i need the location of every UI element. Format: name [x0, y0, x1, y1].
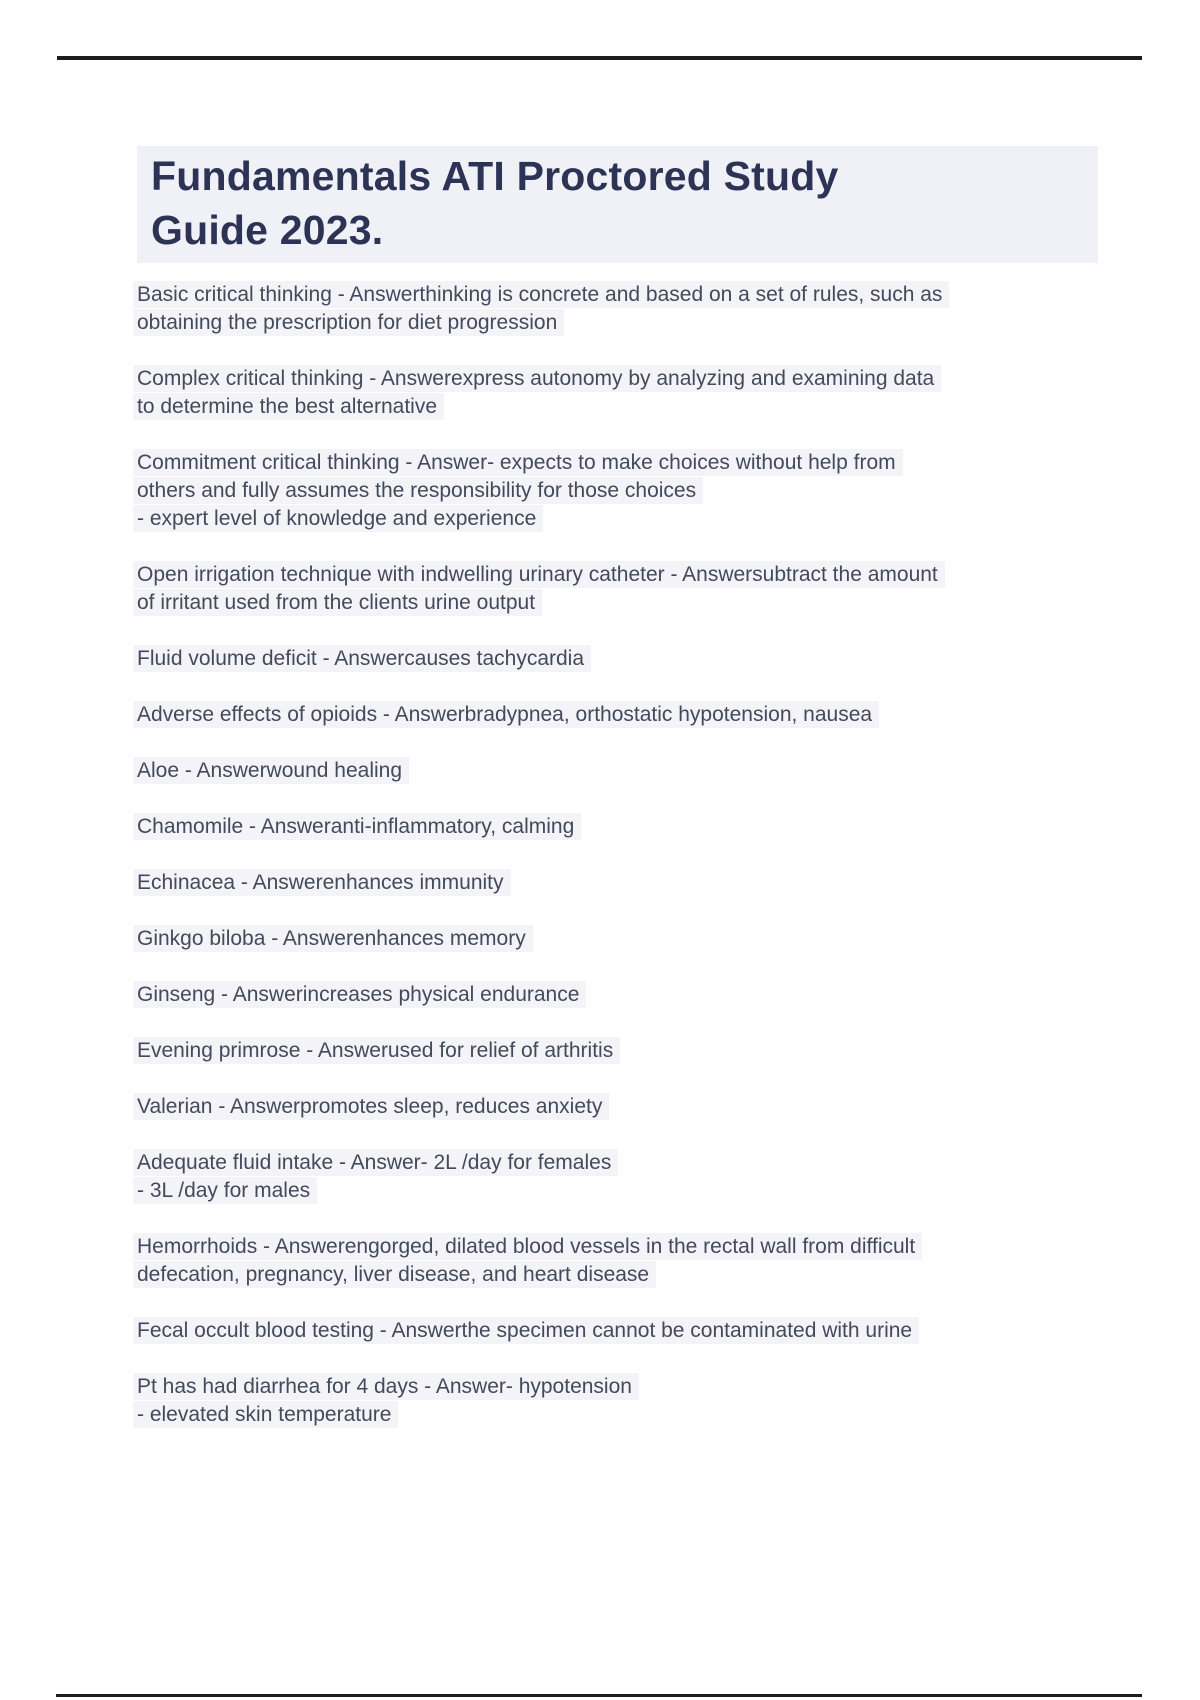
qa-line: [137, 701, 1137, 729]
qa-line: [137, 1233, 1137, 1261]
qa-item: [137, 281, 1137, 337]
qa-item: [137, 449, 1137, 533]
qa-item: [137, 645, 1137, 673]
qa-item: [137, 1149, 1137, 1205]
qa-item: [137, 925, 1137, 953]
qa-item: [137, 365, 1137, 421]
qa-line: [137, 365, 1137, 393]
highlighted-text: Ginseng - Answerincreases physical endurance: [133, 981, 586, 1008]
qa-item: [137, 981, 1137, 1009]
qa-line: [137, 281, 1137, 309]
qa-item: [137, 1317, 1137, 1345]
qa-line: [137, 589, 1137, 617]
highlighted-text: Evening primrose - Answerused for relief of arthritis: [133, 1037, 620, 1064]
qa-line: [137, 1261, 1137, 1289]
highlighted-text: - expert level of knowledge and experience: [133, 505, 543, 532]
highlighted-text: Pt has had diarrhea for 4 days - Answer- hypotension: [133, 1373, 639, 1400]
page-title-line-1: Fundamentals ATI Proctored Study: [151, 153, 839, 199]
highlighted-text: - elevated skin temperature: [133, 1401, 398, 1428]
qa-line: [137, 1177, 1137, 1205]
highlighted-text: to determine the best alternative: [133, 393, 444, 420]
qa-line: [137, 869, 1137, 897]
highlighted-text: Adequate fluid intake - Answer- 2L /day for females: [133, 1149, 618, 1176]
highlighted-text: of irritant used from the clients urine output: [133, 589, 542, 616]
qa-item: [137, 701, 1137, 729]
qa-line: [137, 981, 1137, 1009]
qa-line: [137, 1093, 1137, 1121]
qa-line: [137, 1401, 1137, 1429]
qa-line: [137, 813, 1137, 841]
highlighted-text: Fecal occult blood testing - Answerthe specimen cannot be contaminated with urine: [133, 1317, 919, 1344]
top-divider: [57, 56, 1142, 60]
highlighted-text: Open irrigation technique with indwelling urinary catheter - Answersubtract the amount: [133, 561, 945, 588]
qa-line: [137, 561, 1137, 589]
qa-list: [137, 281, 1137, 1457]
highlighted-text: Commitment critical thinking - Answer- expects to make choices without help from: [133, 449, 903, 476]
highlighted-text: others and fully assumes the responsibility for those choices: [133, 477, 703, 504]
highlighted-text: Adverse effects of opioids - Answerbradypnea, orthostatic hypotension, nausea: [133, 701, 879, 728]
qa-line: [137, 309, 1137, 337]
highlighted-text: Echinacea - Answerenhances immunity: [133, 869, 511, 896]
qa-line: [137, 757, 1137, 785]
qa-item: [137, 1093, 1137, 1121]
qa-line: [137, 645, 1137, 673]
highlighted-text: Ginkgo biloba - Answerenhances memory: [133, 925, 533, 952]
qa-line: [137, 477, 1137, 505]
highlighted-text: Complex critical thinking - Answerexpress autonomy by analyzing and examining data: [133, 365, 941, 392]
qa-line: [137, 505, 1137, 533]
highlighted-text: Valerian - Answerpromotes sleep, reduces anxiety: [133, 1093, 609, 1120]
qa-item: [137, 561, 1137, 617]
page-title: [137, 146, 1098, 263]
qa-item: [137, 813, 1137, 841]
qa-item: [137, 1373, 1137, 1429]
highlighted-text: defecation, pregnancy, liver disease, and heart disease: [133, 1261, 656, 1288]
highlighted-text: Hemorrhoids - Answerengorged, dilated blood vessels in the rectal wall from difficult: [133, 1233, 922, 1260]
highlighted-text: Aloe - Answerwound healing: [133, 757, 409, 784]
highlighted-text: - 3L /day for males: [133, 1177, 317, 1204]
qa-line: [137, 449, 1137, 477]
qa-item: [137, 869, 1137, 897]
qa-line: [137, 925, 1137, 953]
qa-item: [137, 757, 1137, 785]
qa-line: [137, 1149, 1137, 1177]
qa-line: [137, 1037, 1137, 1065]
qa-line: [137, 393, 1137, 421]
highlighted-text: Chamomile - Answeranti-inflammatory, calming: [133, 813, 581, 840]
qa-item: [137, 1037, 1137, 1065]
qa-line: [137, 1317, 1137, 1345]
bottom-divider: [56, 1694, 1142, 1697]
highlighted-text: Fluid volume deficit - Answercauses tachycardia: [133, 645, 591, 672]
qa-line: [137, 1373, 1137, 1401]
qa-item: [137, 1233, 1137, 1289]
page-title-line-2: Guide 2023.: [151, 207, 384, 253]
highlighted-text: obtaining the prescription for diet progression: [133, 309, 564, 336]
highlighted-text: Basic critical thinking - Answerthinking is concrete and based on a set of rules, such as: [133, 281, 949, 308]
